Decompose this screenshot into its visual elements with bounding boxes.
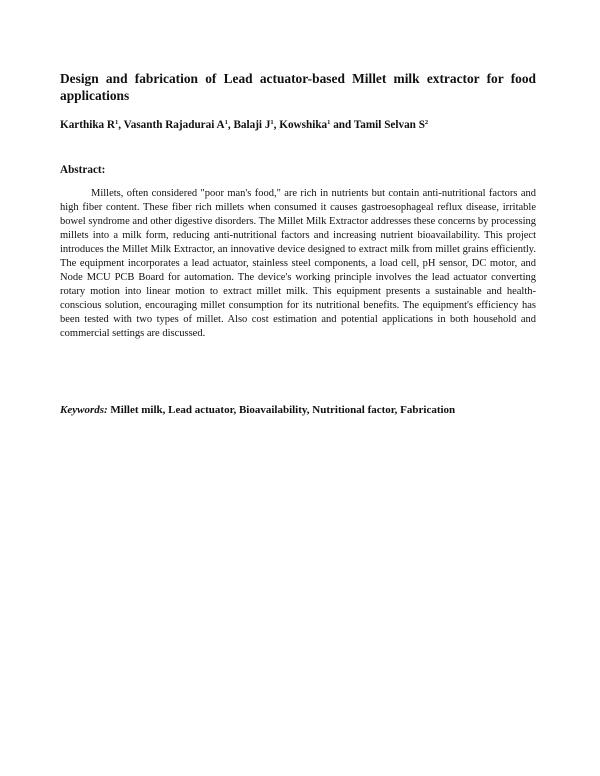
- author-name: Tamil Selvan S: [353, 119, 425, 131]
- keywords-line: [60, 403, 540, 418]
- author-separator: ,: [273, 119, 280, 131]
- author-name: Karthika R: [60, 119, 116, 131]
- abstract-body: Millets, often considered "poor man's food," are rich in nutrients but contain anti-nutritional factors and high fiber content. These fiber rich millets when consumed it causes gastroesophageal reflux disease, irritable bowel syndrome and other digestive disorders. The Millet Milk Extractor addresses these concerns by processing millets into a milk form, reducing anti-nutritional factors and increasing nutrient bioavailability. This project introduces the Millet Milk Extractor, an innovative device designed to extract milk from millet grains efficiently. The equipment incorporates a lead actuator, stainless steel components, a load cell, pH sensor, DC motor, and Node MCU PCB Board for automation. The device's working principle involves the lead actuator converting rotary motion into linear motion to extract millet milk. This equipment presents a sustainable and health-conscious solution, encouraging millet consumption for its nutritional benefits. The equipment's efficiency has been tested with two types of millet. Also cost estimation and potential applications in both household and commercial settings are discussed.: [60, 188, 536, 340]
- keywords-label: Keywords:: [60, 404, 108, 416]
- author-separator: and: [330, 119, 354, 131]
- author-name: Balaji J: [233, 119, 271, 131]
- author-affiliation: 1: [327, 119, 331, 126]
- author-name: Kowshika: [279, 119, 328, 131]
- author-name: Vasanth Rajadurai A: [123, 119, 225, 131]
- author-affiliation: 1: [115, 119, 119, 126]
- paper-title: Design and fabrication of Lead actuator-based Millet milk extractor for food applications: [60, 71, 536, 103]
- abstract-heading: Abstract:: [60, 164, 106, 176]
- author-separator: ,: [227, 119, 234, 131]
- author-affiliation: 1: [270, 119, 274, 126]
- author-affiliation: 1: [224, 119, 228, 126]
- keywords-text: Millet milk, Lead actuator, Bioavailability, Nutritional factor, Fabrication: [110, 404, 456, 416]
- author-separator: ,: [118, 119, 124, 131]
- author-affiliation: 2: [424, 119, 429, 126]
- author-list: [60, 118, 540, 133]
